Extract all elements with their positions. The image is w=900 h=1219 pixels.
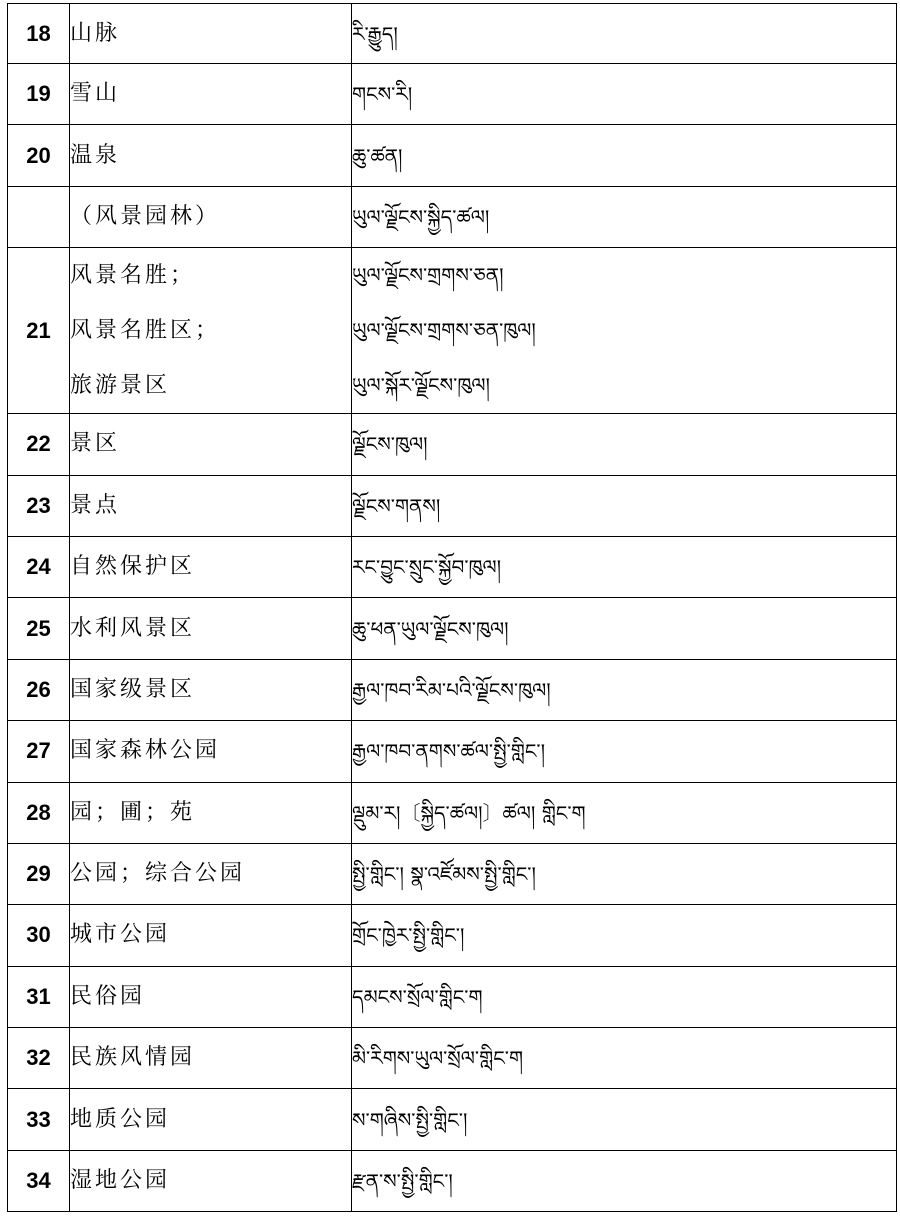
chinese-term — [70, 905, 352, 966]
table-row — [8, 659, 897, 720]
chinese-term — [70, 659, 352, 720]
tibetan-term — [352, 659, 897, 720]
tibetan-term — [352, 64, 897, 125]
chinese-term — [70, 1150, 352, 1211]
chinese-term-line: 民族风情园 — [70, 1045, 196, 1071]
table-row — [8, 125, 897, 186]
entry-number: 34 — [8, 1150, 70, 1211]
chinese-term-line: 景点 — [70, 492, 121, 518]
tibetan-term — [352, 248, 897, 414]
chinese-term — [70, 186, 352, 247]
chinese-term — [70, 4, 352, 64]
entry-number: 29 — [8, 843, 70, 904]
chinese-term-line: 景区 — [70, 431, 121, 457]
table-row — [8, 536, 897, 597]
entry-number: 25 — [8, 598, 70, 659]
tibetan-term — [352, 4, 897, 64]
chinese-term-line: 湿地公园 — [70, 1168, 171, 1194]
tibetan-term-line: ཆུ་ཚན། — [352, 143, 403, 168]
chinese-term — [70, 414, 352, 475]
chinese-term-line: 城市公园 — [70, 922, 171, 948]
chinese-term — [70, 843, 352, 904]
entry-number: 32 — [8, 1028, 70, 1089]
entry-number: 24 — [8, 536, 70, 597]
tibetan-term-line: སྤྱི་གླིང་། སྣ་འཛོམས་སྤྱི་གླིང་། — [352, 862, 536, 887]
chinese-term-line: 风景名胜区； — [70, 318, 221, 344]
chinese-term — [70, 475, 352, 536]
table-row — [8, 1150, 897, 1211]
tibetan-term — [352, 1028, 897, 1089]
tibetan-term-line: གྲོང་ཁྱེར་སྤྱི་གླིང་། — [352, 923, 465, 948]
tibetan-term-line: ལྡུམ་ར།〔སྐྱིད་ཚལ།〕ཚལ། གླིང་ག — [352, 800, 586, 825]
entry-number: 33 — [8, 1089, 70, 1150]
glossary-table — [7, 3, 897, 1212]
chinese-term-line: 地质公园 — [70, 1106, 171, 1132]
tibetan-term-line: གངས་རི། — [352, 82, 413, 107]
tibetan-term-line: དམངས་སྲོལ་གླིང་ག — [352, 984, 483, 1009]
tibetan-term — [352, 1089, 897, 1150]
tibetan-term-line: ཡུལ་ལྗོངས་སྐྱིད་ཚལ། — [352, 204, 490, 229]
chinese-term-line: 山脉 — [70, 20, 121, 46]
entry-number: 23 — [8, 475, 70, 536]
chinese-term-line: 国家级景区 — [70, 676, 196, 702]
chinese-term — [70, 1089, 352, 1150]
tibetan-term — [352, 475, 897, 536]
tibetan-term — [352, 536, 897, 597]
tibetan-term-line: རི་རྒྱུད། — [352, 21, 398, 46]
table-row — [8, 1028, 897, 1089]
table-row — [8, 598, 897, 659]
table-row — [8, 475, 897, 536]
chinese-term — [70, 721, 352, 782]
tibetan-term — [352, 843, 897, 904]
entry-number — [8, 186, 70, 247]
chinese-term — [70, 782, 352, 843]
entry-number: 28 — [8, 782, 70, 843]
entry-number: 31 — [8, 966, 70, 1027]
tibetan-term — [352, 782, 897, 843]
table-row — [8, 186, 897, 247]
table-row — [8, 64, 897, 125]
tibetan-term — [352, 125, 897, 186]
chinese-term — [70, 64, 352, 125]
entry-number: 27 — [8, 721, 70, 782]
chinese-term-line: 风景名胜； — [70, 263, 196, 289]
tibetan-term-line: མི་རིགས་ཡུལ་སྲོལ་གླིང་ག — [352, 1046, 524, 1071]
tibetan-term-line: རང་བྱུང་སྲུང་སྐྱོབ་ཁུལ། — [352, 555, 502, 580]
chinese-term-line: 公园；综合公园 — [70, 861, 246, 887]
chinese-term-line: 园；圃；苑 — [70, 799, 196, 825]
entry-number: 19 — [8, 64, 70, 125]
chinese-term — [70, 598, 352, 659]
entry-number: 20 — [8, 125, 70, 186]
chinese-term-line: 旅游景区 — [70, 373, 171, 399]
chinese-term — [70, 536, 352, 597]
chinese-term-line: 水利风景区 — [70, 615, 196, 641]
chinese-term — [70, 966, 352, 1027]
table-row — [8, 905, 897, 966]
chinese-term-line: 雪山 — [70, 81, 121, 107]
table-row — [8, 966, 897, 1027]
tibetan-term-line: ལྗོངས་གནས། — [352, 493, 441, 518]
chinese-term — [70, 248, 352, 414]
tibetan-term-line: ས་གཞིས་སྤྱི་གླིང་། — [352, 1107, 468, 1132]
tibetan-term — [352, 1150, 897, 1211]
table-row — [8, 782, 897, 843]
chinese-term-line: 温泉 — [70, 142, 121, 168]
tibetan-term — [352, 721, 897, 782]
chinese-term-line: 自然保护区 — [70, 554, 196, 580]
table-row — [8, 843, 897, 904]
table-row — [8, 414, 897, 475]
tibetan-term — [352, 598, 897, 659]
chinese-term — [70, 1028, 352, 1089]
tibetan-term-line: ཡུལ་ལྗོངས་གྲགས་ཅན་ཁུལ། — [352, 318, 536, 343]
chinese-term-line: （风景园林） — [70, 203, 221, 229]
entry-number: 26 — [8, 659, 70, 720]
tibetan-term — [352, 186, 897, 247]
tibetan-term-line: ཆུ་ཕན་ཡུལ་ལྗོངས་ཁུལ། — [352, 616, 509, 641]
tibetan-term-line: ཡུལ་སྐོར་ལྗོངས་ཁུལ། — [352, 373, 490, 398]
chinese-term-line: 民俗园 — [70, 983, 146, 1009]
entry-number: 22 — [8, 414, 70, 475]
table-row — [8, 248, 897, 414]
tibetan-term-line: རྫན་ས་སྤྱི་གླིང་། — [352, 1169, 453, 1194]
table-row — [8, 4, 897, 64]
tibetan-term — [352, 414, 897, 475]
tibetan-term-line: ལྗོངས་ཁུལ། — [352, 432, 428, 457]
table-row — [8, 721, 897, 782]
chinese-term-line: 国家森林公园 — [70, 738, 221, 764]
tibetan-term — [352, 966, 897, 1027]
tibetan-term-line: རྒྱལ་ཁབ་ནགས་ཚལ་སྤྱི་གླིང་། — [352, 739, 546, 764]
entry-number: 18 — [8, 4, 70, 64]
entry-number: 30 — [8, 905, 70, 966]
table-row — [8, 1089, 897, 1150]
tibetan-term — [352, 905, 897, 966]
tibetan-term-line: ཡུལ་ལྗོངས་གྲགས་ཅན། — [352, 263, 504, 288]
chinese-term — [70, 125, 352, 186]
entry-number: 21 — [8, 248, 70, 414]
glossary-body — [8, 4, 897, 1212]
tibetan-term-line: རྒྱལ་ཁབ་རིམ་པའི་ལྗོངས་ཁུལ། — [352, 677, 551, 702]
